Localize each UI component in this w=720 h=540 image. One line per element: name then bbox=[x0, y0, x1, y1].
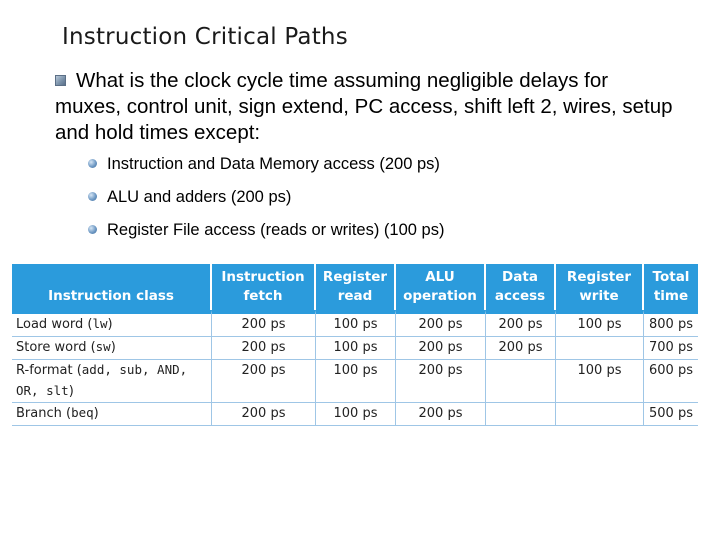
header-register-write: Register write bbox=[556, 264, 644, 310]
table-header-row bbox=[12, 264, 698, 310]
cell-total: 800 ps bbox=[644, 310, 698, 337]
list-item: ALU and adders (200 ps) bbox=[88, 185, 444, 218]
cell-read: 100 ps bbox=[316, 403, 396, 426]
slide-title: Instruction Critical Paths bbox=[62, 24, 348, 50]
cell-fetch: 200 ps bbox=[212, 310, 316, 337]
cell-read: 100 ps bbox=[316, 337, 396, 360]
table-row bbox=[12, 337, 698, 360]
cell-class: Load word (lw) bbox=[12, 310, 212, 337]
round-bullet-icon bbox=[88, 192, 97, 201]
cell-alu: 200 ps bbox=[396, 337, 486, 360]
cell-data bbox=[486, 403, 556, 426]
cell-alu: 200 ps bbox=[396, 403, 486, 426]
header-total-time: Total time bbox=[644, 264, 698, 310]
round-bullet-icon bbox=[88, 159, 97, 168]
list-item: Register File access (reads or writes) (100 ps) bbox=[88, 218, 444, 251]
critical-path-table bbox=[12, 264, 698, 426]
cell-class: R-format (add, sub, AND, OR, slt) bbox=[12, 360, 212, 403]
header-data-access: Data access bbox=[486, 264, 556, 310]
table-row bbox=[12, 403, 698, 426]
delay-list bbox=[88, 152, 444, 251]
cell-read: 100 ps bbox=[316, 310, 396, 337]
header-instruction-fetch: Instruction fetch bbox=[212, 264, 316, 310]
header-alu-operation: ALU operation bbox=[396, 264, 486, 310]
cell-class: Branch (beq) bbox=[12, 403, 212, 426]
cell-write: 100 ps bbox=[556, 310, 644, 337]
header-register-read: Register read bbox=[316, 264, 396, 310]
cell-read: 100 ps bbox=[316, 360, 396, 403]
cell-write bbox=[556, 337, 644, 360]
cell-fetch: 200 ps bbox=[212, 337, 316, 360]
cell-total: 600 ps bbox=[644, 360, 698, 403]
cell-write: 100 ps bbox=[556, 360, 644, 403]
header-instruction-class: Instruction class bbox=[12, 264, 212, 310]
table-row bbox=[12, 360, 698, 403]
cell-data: 200 ps bbox=[486, 310, 556, 337]
cell-total: 700 ps bbox=[644, 337, 698, 360]
cell-alu: 200 ps bbox=[396, 310, 486, 337]
cell-alu: 200 ps bbox=[396, 360, 486, 403]
square-bullet-icon bbox=[55, 75, 66, 86]
cell-data: 200 ps bbox=[486, 337, 556, 360]
question-label: What is the clock cycle time assuming negligible delays for muxes, control unit, sign extend, PC access, shift left 2, wires, setup and hold times except: bbox=[55, 69, 673, 144]
cell-total: 500 ps bbox=[644, 403, 698, 426]
cell-write bbox=[556, 403, 644, 426]
cell-fetch: 200 ps bbox=[212, 403, 316, 426]
cell-class: Store word (sw) bbox=[12, 337, 212, 360]
round-bullet-icon bbox=[88, 225, 97, 234]
question-text bbox=[55, 68, 675, 146]
table-row bbox=[12, 310, 698, 337]
list-item: Instruction and Data Memory access (200 ps) bbox=[88, 152, 444, 185]
cell-fetch: 200 ps bbox=[212, 360, 316, 403]
cell-data bbox=[486, 360, 556, 403]
